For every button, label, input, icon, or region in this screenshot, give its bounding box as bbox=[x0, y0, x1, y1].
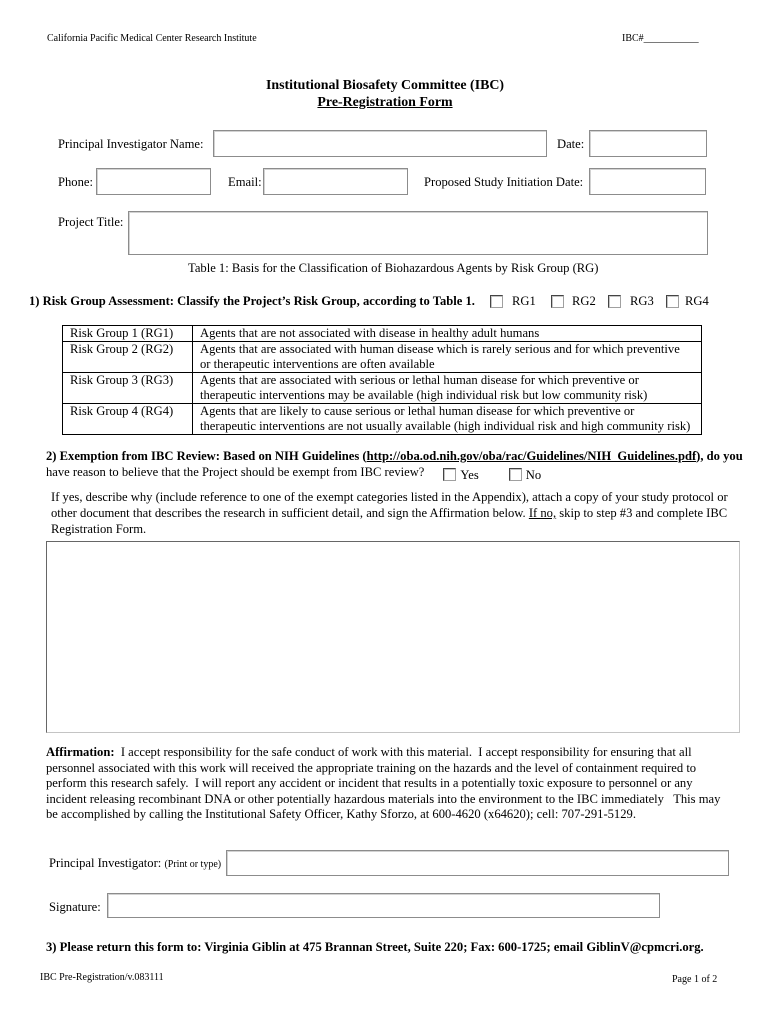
project-title-input[interactable] bbox=[128, 211, 708, 255]
initiation-date-input[interactable] bbox=[589, 168, 706, 195]
pi-name-input[interactable] bbox=[213, 130, 547, 157]
risk-group-name: Risk Group 3 (RG3) bbox=[63, 373, 193, 404]
risk-group-name: Risk Group 1 (RG1) bbox=[63, 326, 193, 342]
return-instructions: 3) Please return this form to: Virginia Giblin at 475 Brannan Street, Suite 220; Fax: 600-1725; email GiblinV@cpmcri.org. bbox=[46, 940, 704, 954]
instructions-skip-text: skip to step #3 and complete IBC Registration Form. bbox=[51, 506, 728, 536]
risk-group-description: Agents that are associated with serious or lethal human disease for which preventive or therapeutic interventions may be available (high individual risk but low community risk) bbox=[193, 373, 702, 404]
section-2-question: have reason to believe that the Project should be exempt from IBC review? bbox=[46, 464, 425, 479]
affirmation-text: I accept responsibility for the safe conduct of work with this material. I accept responsibility for ensuring that all personnel associated with this work will received the appropriate training on the hazards and the level of containment required to perform this research safely. I will report any accident or incident that results in a potentially toxic exposure to personnel or any incident releasing recombinant DNA or other potentially hazardous materials into the environment to the IBC immediately This may be accomplished by calling the Institutional Safety Officer, Kathy Sforzo, at 600-4620 (x64620); cell: 707-291-5129. bbox=[46, 745, 724, 821]
pi-print-input[interactable] bbox=[226, 850, 729, 876]
exempt-yes-checkbox[interactable] bbox=[443, 468, 456, 481]
email-label: Email: bbox=[228, 175, 262, 189]
signature-input[interactable] bbox=[107, 893, 660, 918]
page-title: Institutional Biosafety Committee (IBC) bbox=[265, 78, 505, 93]
exempt-no-label: No bbox=[525, 467, 542, 482]
rg4-checkbox[interactable] bbox=[666, 295, 679, 308]
pi-name-label: Principal Investigator Name: bbox=[58, 137, 204, 151]
exempt-yes-label: Yes bbox=[460, 467, 479, 482]
initiation-date-label: Proposed Study Initiation Date: bbox=[424, 175, 584, 189]
pi-print-hint: (Print or type) bbox=[164, 859, 222, 870]
phone-label: Phone: bbox=[58, 175, 93, 189]
table-row bbox=[63, 404, 702, 435]
section-2-heading-prefix: 2) Exemption from IBC Review: Based on NIH Guidelines ( bbox=[46, 449, 367, 463]
signature-label: Signature: bbox=[49, 900, 101, 914]
affirmation-paragraph bbox=[46, 745, 734, 823]
section-2-heading-suffix: ), do you bbox=[696, 449, 743, 463]
table-row bbox=[63, 326, 702, 342]
risk-group-description: Agents that are associated with human disease which is rarely serious and for which preventive or therapeutic interventions are often available bbox=[193, 342, 702, 373]
section-1-heading: 1) Risk Group Assessment: Classify the Project’s Risk Group, according to Table 1. bbox=[29, 294, 475, 308]
exemption-instructions bbox=[51, 489, 741, 537]
rg1-checkbox[interactable] bbox=[490, 295, 503, 308]
table-row bbox=[63, 373, 702, 404]
risk-group-table bbox=[62, 325, 702, 435]
rg2-label: RG2 bbox=[572, 294, 596, 308]
section-2-heading bbox=[46, 449, 743, 463]
form-version: IBC Pre-Registration/v.083111 bbox=[40, 972, 164, 983]
project-title-label: Project Title: bbox=[58, 215, 124, 229]
risk-group-name: Risk Group 2 (RG2) bbox=[63, 342, 193, 373]
phone-input[interactable] bbox=[96, 168, 211, 195]
nih-guidelines-link[interactable]: http://oba.od.nih.gov/oba/rac/Guidelines/NIH_Guidelines.pdf bbox=[366, 449, 697, 463]
rg4-label: RG4 bbox=[685, 294, 709, 308]
page-subtitle: Pre-Registration Form bbox=[317, 95, 453, 110]
rg3-checkbox[interactable] bbox=[608, 295, 621, 308]
exempt-no-checkbox[interactable] bbox=[509, 468, 522, 481]
ibc-number: IBC#___________ bbox=[622, 33, 699, 44]
instructions-text: If yes, describe why (include reference to one of the exempt categories listed in the Appendix), attach a copy of your study protocol or other document that describes the research in sufficient detail, and sign the Affirmation below. bbox=[51, 490, 728, 520]
date-input[interactable] bbox=[589, 130, 707, 157]
risk-group-description: Agents that are not associated with disease in healthy adult humans bbox=[193, 326, 702, 342]
risk-group-description: Agents that are likely to cause serious or lethal human disease for which preventive or therapeutic interventions are not usually available (high individual risk and high community risk) bbox=[193, 404, 702, 435]
institution-name: California Pacific Medical Center Research Institute bbox=[47, 33, 257, 44]
section-2-exemption bbox=[46, 449, 762, 480]
rg3-label: RG3 bbox=[630, 294, 654, 308]
rg1-label: RG1 bbox=[512, 294, 536, 308]
page-number: Page 1 of 2 bbox=[672, 974, 718, 985]
pi-print-label: Principal Investigator: bbox=[49, 856, 162, 870]
form-title bbox=[0, 77, 770, 111]
exemption-description-input[interactable] bbox=[46, 541, 740, 733]
exempt-no-option[interactable] bbox=[509, 468, 541, 484]
exempt-yes-option[interactable] bbox=[443, 468, 478, 484]
date-label: Date: bbox=[557, 137, 585, 151]
risk-group-name: Risk Group 4 (RG4) bbox=[63, 404, 193, 435]
table-row bbox=[63, 342, 702, 373]
table-caption: Table 1: Basis for the Classification of Biohazardous Agents by Risk Group (RG) bbox=[188, 261, 599, 275]
affirmation-label: Affirmation: bbox=[46, 745, 115, 759]
rg2-checkbox[interactable] bbox=[551, 295, 564, 308]
instructions-if-no: If no, bbox=[528, 506, 557, 520]
email-input[interactable] bbox=[263, 168, 408, 195]
pi-print-label-group bbox=[49, 855, 221, 873]
